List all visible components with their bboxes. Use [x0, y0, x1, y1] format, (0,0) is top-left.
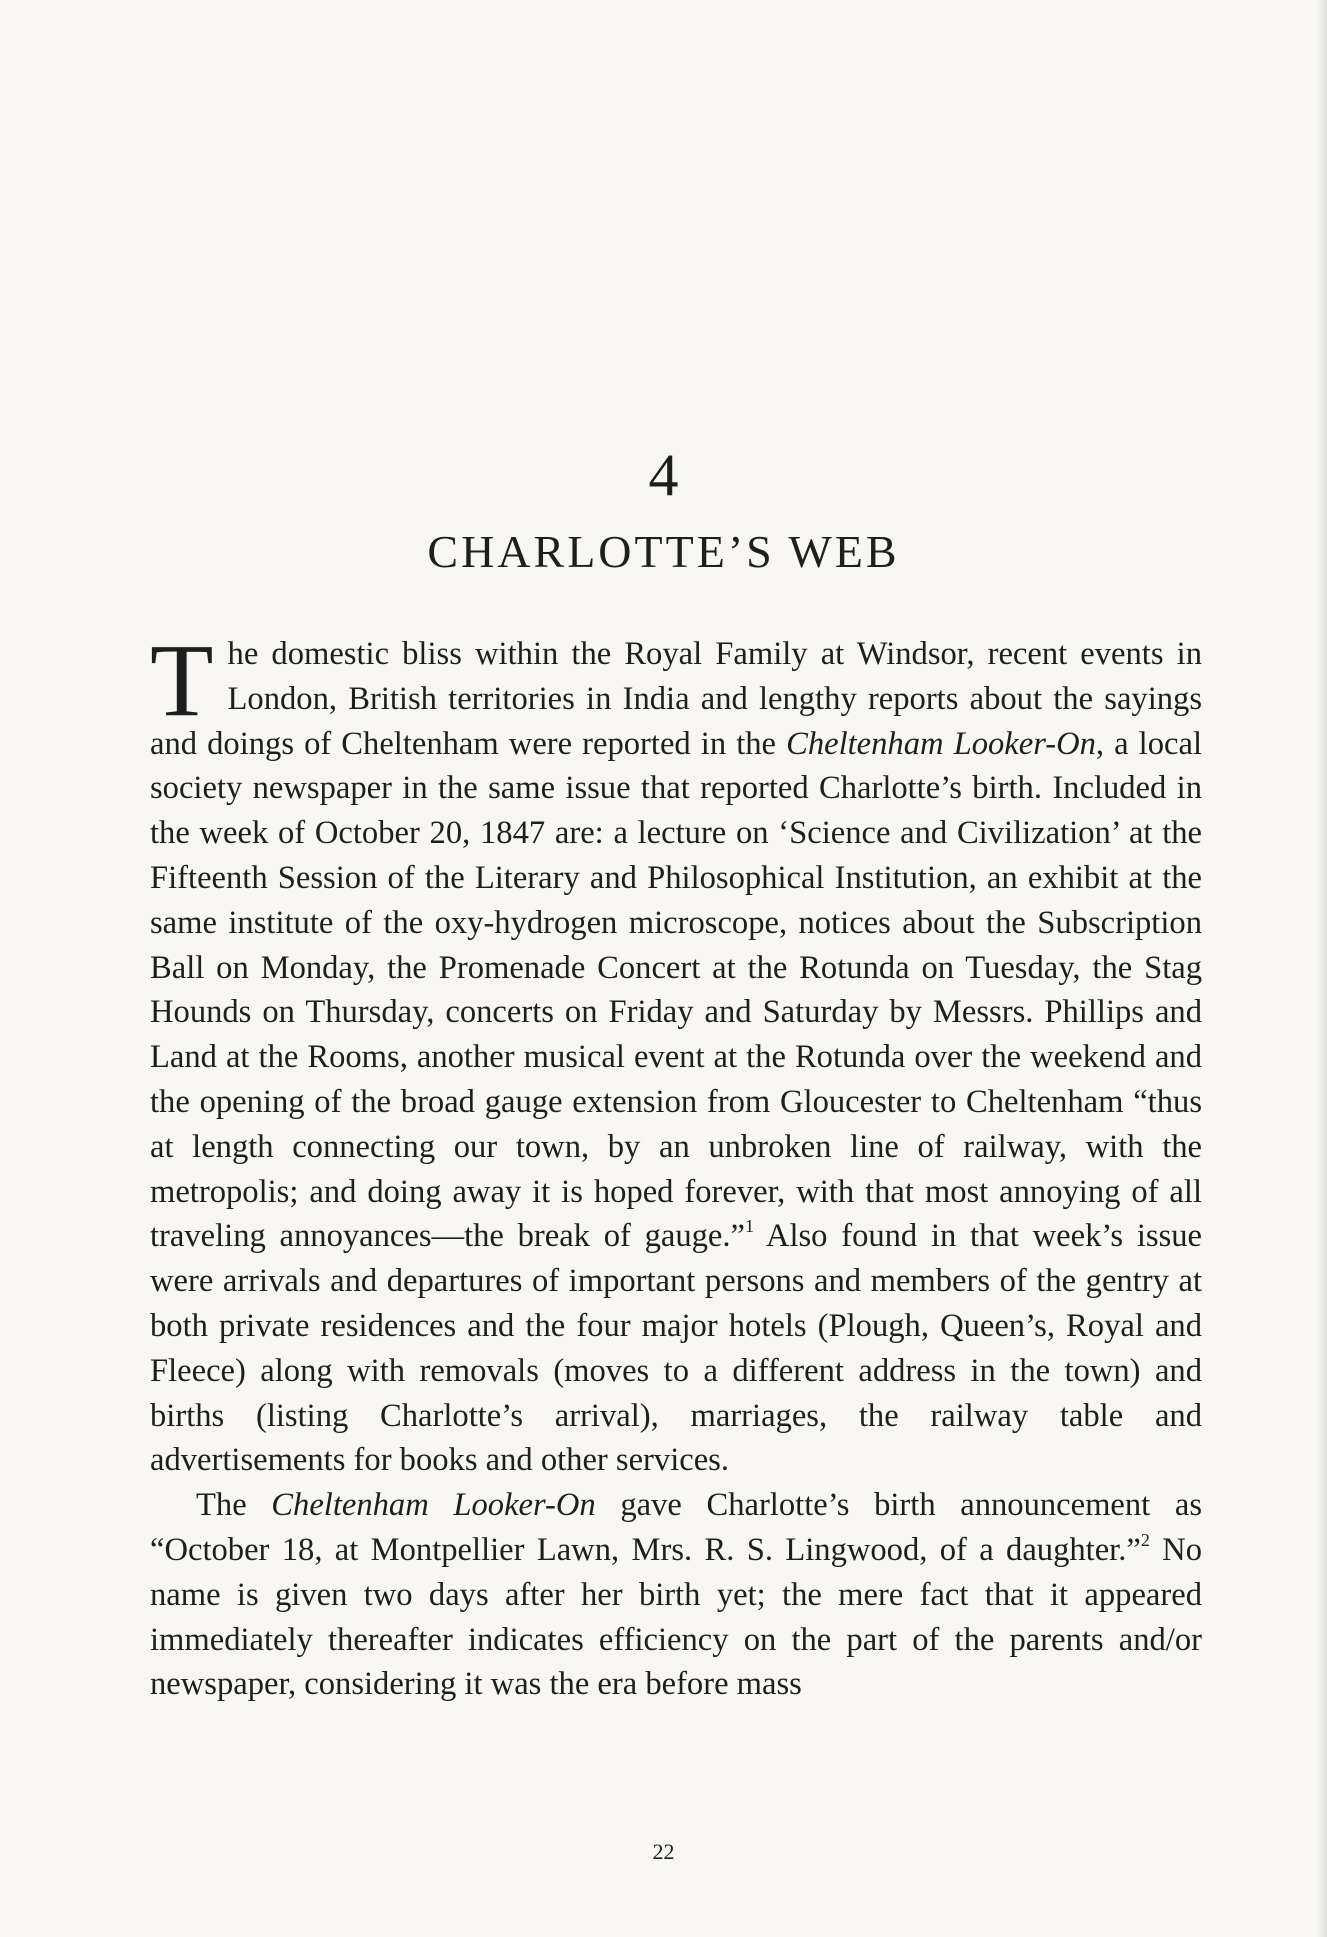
paragraph-2-text-b: gave Charlotte’s birth announcement as “October 18, at Montpellier Lawn, Mrs. R. S. Lingwood, of a daughter.” [150, 1487, 1202, 1568]
chapter-number: 4 [648, 442, 679, 508]
footnote-ref-2: 2 [1140, 1529, 1150, 1550]
paragraph-2-text-c: No name is given two days after her birth yet; the mere fact that it appeared immediately thereafter indicates efficiency on the part of the parents and/or newspaper, considering it was the era before mass [150, 1531, 1202, 1703]
paragraph-2-text-a: The [196, 1487, 272, 1524]
paragraph-1-text-c: Also found in that week’s issue were arrivals and departures of important persons and members of the gentry at both private residences and the four major hotels (Plough, Queen’s, Royal and Fleece) along with removals (moves to a different address in the town) and births (listing Charlotte’s arrival), marriages, the railway table and advertisements for books and other services. [150, 1218, 1202, 1479]
footnote-ref-1: 1 [744, 1216, 754, 1237]
newspaper-title: Cheltenham Looker-On [271, 1487, 596, 1524]
paragraph-2 [150, 1483, 1202, 1707]
page-edge-shadow [1317, 0, 1327, 1937]
chapter-title: CHARLOTTE’S WEB [427, 526, 900, 577]
body-text [150, 623, 1202, 1707]
page-number: 22 [652, 1839, 675, 1864]
drop-cap: T [150, 623, 214, 738]
paragraph-1-text-b: , a local society newspaper in the same issue that reported Charlotte’s birth. Included in the week of October 20, 1847 are: a lecture on ‘Science and Civilization’ at the Fifteenth Session of the Literary and Philosophical Institution, an exhibit at the same institute of the oxy-hydrogen microscope, notices about the Subscription Ball on Monday, the Promenade Concert at the Rotunda on Tuesday, the Stag Hounds on Thursday, concerts on Friday and Saturday by Messrs. Phillips and Land at the Rooms, another musical event at the Rotunda over the weekend and the opening of the broad gauge extension from Gloucester to Cheltenham “thus at length connecting our town, by an unbroken line of railway, with the metropolis; and doing away it is hoped forever, with that most annoying of all traveling annoyances—the break of gauge.” [150, 725, 1202, 1255]
paragraph-1-text-a: he domestic bliss within the Royal Family at Windsor, recent events in London, British territories in India and lengthy reports about the sayings and doings of Cheltenham were reported in the [150, 636, 1202, 762]
paragraph-1 [150, 623, 1202, 1483]
newspaper-title: Cheltenham Looker-On [786, 725, 1096, 762]
